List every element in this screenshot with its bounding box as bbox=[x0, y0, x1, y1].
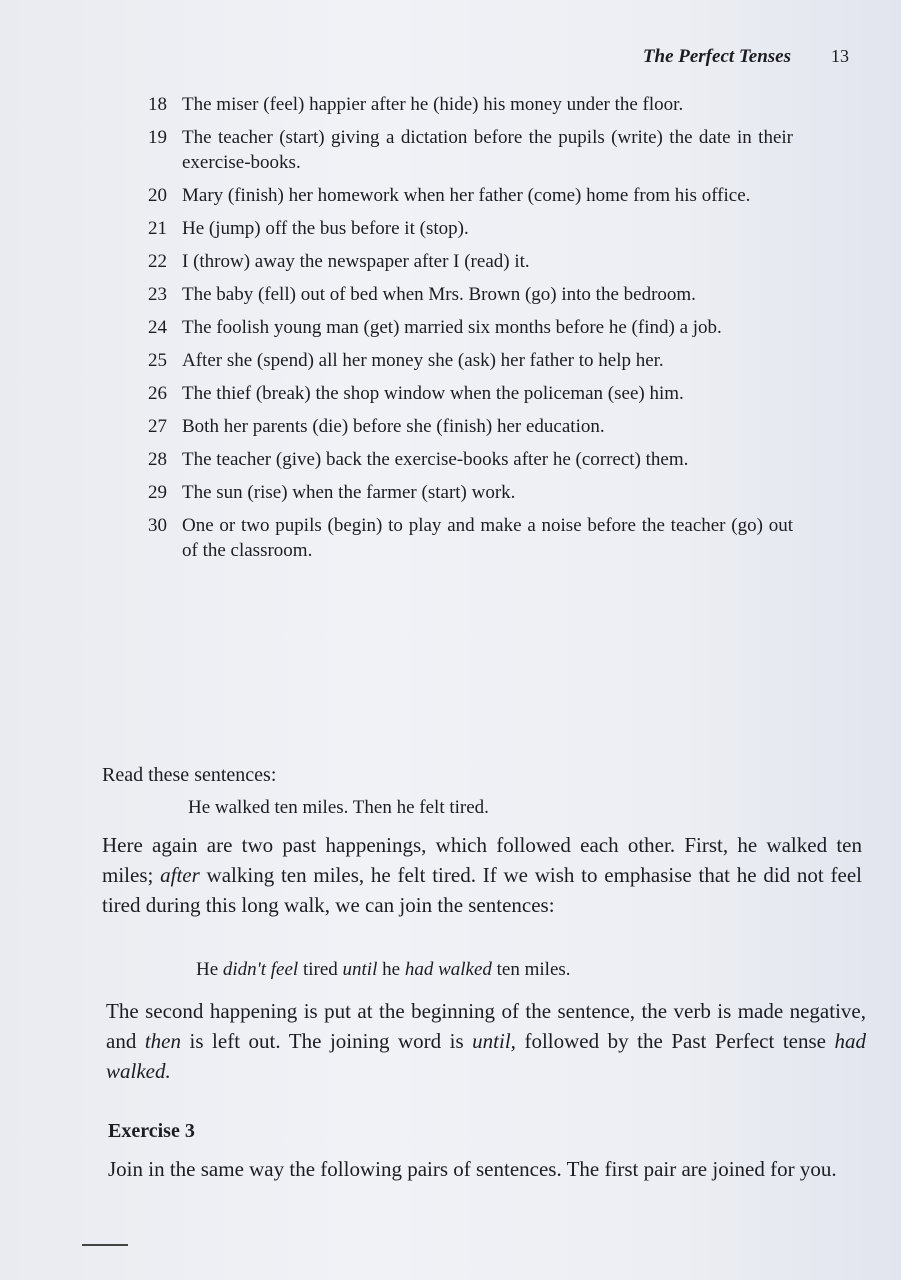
exercise-heading: Exercise 3 bbox=[108, 1120, 195, 1142]
exercise-text: After she (spend) all her money she (ask) her father to help her. bbox=[182, 350, 664, 371]
exercise-text: The teacher (give) back the exercise-books after he (correct) them. bbox=[182, 449, 689, 470]
exercise-item bbox=[148, 447, 793, 472]
exercise-text: The baby (fell) out of bed when Mrs. Brown (go) into the bedroom. bbox=[182, 284, 696, 305]
exercise-number: 20 bbox=[148, 185, 167, 206]
exercise-number: 30 bbox=[148, 515, 167, 536]
example-2-text-2: tired bbox=[298, 959, 343, 980]
exercise-item bbox=[148, 249, 793, 274]
rule-text-1: The second happening is put at the beginning of the sentence, the verb is made negative, and bbox=[106, 999, 866, 1053]
exercise-text: The miser (feel) happier after he (hide) his money under the floor. bbox=[182, 94, 684, 115]
read-sentences-label: Read these sentences: bbox=[102, 764, 277, 786]
exercise-item bbox=[148, 480, 793, 505]
emphasis-had-walked: had walked bbox=[404, 959, 492, 980]
exercise-number: 28 bbox=[148, 449, 167, 470]
exercise-number: 22 bbox=[148, 251, 167, 272]
exercise-number: 19 bbox=[148, 127, 167, 148]
exercise-text: Mary (finish) her homework when her father (come) home from his office. bbox=[182, 185, 751, 206]
example-2-text-1: He bbox=[196, 959, 223, 980]
exercise-number: 27 bbox=[148, 416, 167, 437]
exercise-item bbox=[148, 282, 793, 307]
exercise-number: 25 bbox=[148, 350, 167, 371]
explanation-text-1: Here again are two past happenings, which followed each other. First, he walked ten miles; bbox=[102, 833, 862, 887]
exercise-item bbox=[148, 315, 793, 340]
exercise-number: 24 bbox=[148, 317, 167, 338]
exercise-list bbox=[148, 92, 793, 571]
exercise-item bbox=[148, 183, 793, 208]
exercise-number: 29 bbox=[148, 482, 167, 503]
exercise-text: Both her parents (die) before she (finish) her education. bbox=[182, 416, 605, 437]
exercise-instructions: Join in the same way the following pairs of sentences. The first pair are joined for you. bbox=[108, 1157, 837, 1181]
exercise-text: One or two pupils (begin) to play and make a noise before the teacher (go) out of the classroom. bbox=[182, 515, 793, 561]
exercise-item bbox=[148, 92, 793, 117]
exercise-text: He (jump) off the bus before it (stop). bbox=[182, 218, 469, 239]
explanation-paragraph bbox=[102, 830, 862, 920]
exercise-item bbox=[148, 381, 793, 406]
rule-paragraph bbox=[106, 996, 866, 1086]
exercise-item bbox=[148, 414, 793, 439]
exercise-item bbox=[148, 348, 793, 373]
running-title: The Perfect Tenses bbox=[642, 46, 791, 67]
exercise-item bbox=[148, 216, 793, 241]
emphasis-until-joining: until, bbox=[472, 1029, 516, 1053]
exercise-number: 18 bbox=[148, 94, 167, 115]
footer-rule bbox=[82, 1244, 128, 1246]
page-header bbox=[643, 46, 849, 68]
exercise-number: 23 bbox=[148, 284, 167, 305]
emphasis-then: then bbox=[144, 1029, 181, 1053]
emphasis-had-walked-tense: had walked. bbox=[106, 1029, 866, 1083]
exercise-text: I (throw) away the newspaper after I (read) it. bbox=[182, 251, 530, 272]
emphasis-after: after bbox=[160, 863, 200, 887]
exercise-text: The thief (break) the shop window when the policeman (see) him. bbox=[182, 383, 684, 404]
exercise-text: The foolish young man (get) married six months before he (find) a job. bbox=[182, 317, 722, 338]
exercise-item bbox=[148, 513, 793, 563]
example-sentence-2 bbox=[196, 958, 571, 982]
rule-text-3: followed by the Past Perfect tense bbox=[515, 1029, 835, 1053]
emphasis-until: until bbox=[342, 959, 378, 980]
exercise-number: 26 bbox=[148, 383, 167, 404]
page-number: 13 bbox=[831, 46, 849, 66]
rule-text-2: is left out. The joining word is bbox=[181, 1029, 473, 1053]
example-2-text-3: he bbox=[377, 959, 405, 980]
exercise-number: 21 bbox=[148, 218, 167, 239]
exercise-text: The teacher (start) giving a dictation before the pupils (write) the date in their exercise-books. bbox=[182, 127, 793, 173]
example-2-text-4: ten miles. bbox=[491, 959, 571, 980]
example-sentence-1: He walked ten miles. Then he felt tired. bbox=[188, 797, 489, 818]
explanation-text-2: walking ten miles, he felt tired. If we wish to emphasise that he did not feel tired during this long walk, we can join the sentences: bbox=[102, 863, 862, 917]
emphasis-didnt-feel: didn't feel bbox=[222, 959, 299, 980]
exercise-item bbox=[148, 125, 793, 175]
exercise-text: The sun (rise) when the farmer (start) work. bbox=[182, 482, 516, 503]
